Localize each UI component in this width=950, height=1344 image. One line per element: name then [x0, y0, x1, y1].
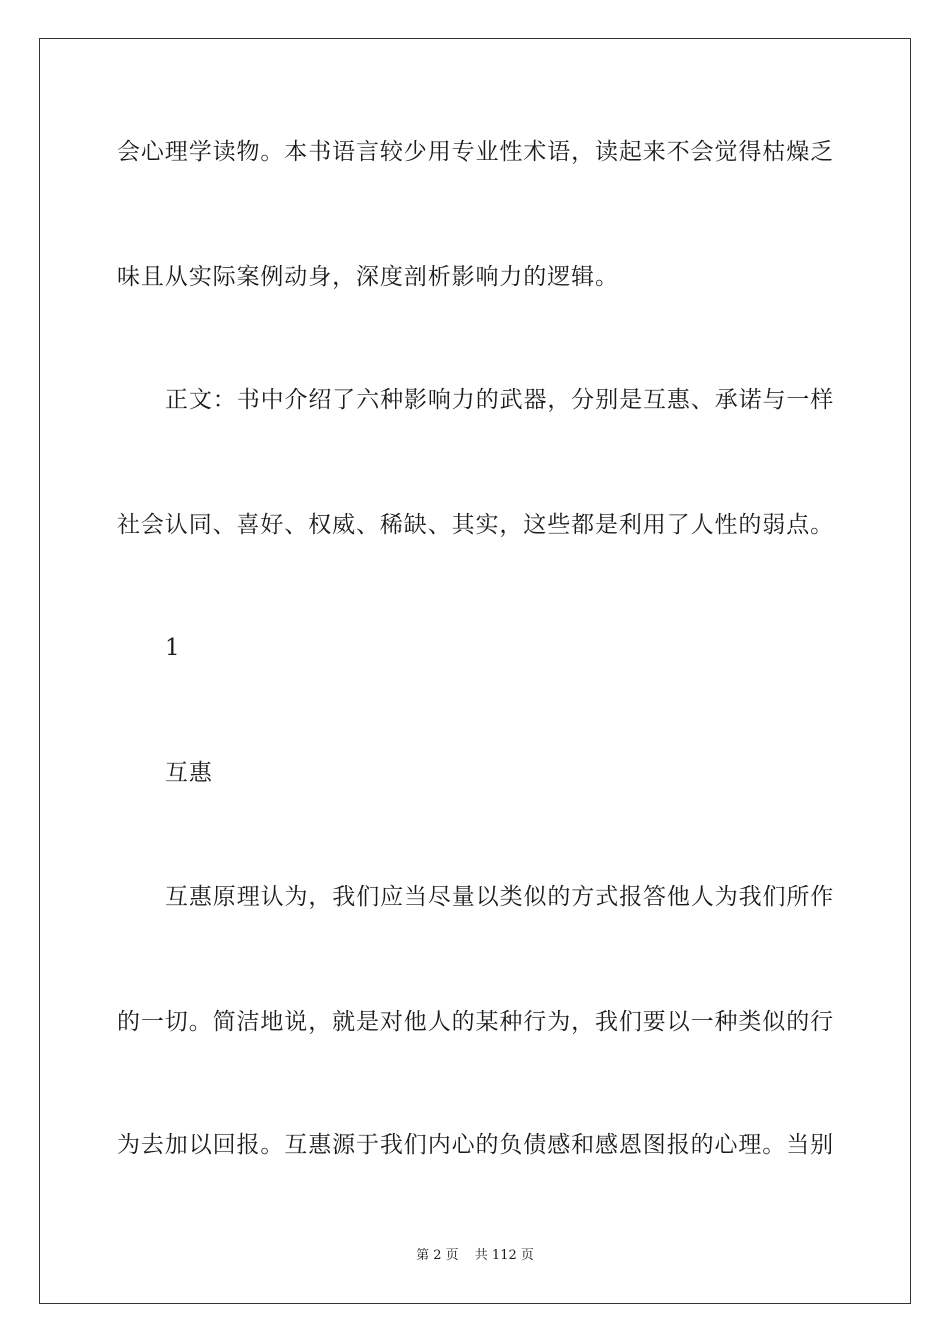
paragraph-first-line: 正文：书中介绍了六种影响力的武器，分别是互惠、承诺与一样 [165, 387, 835, 413]
section-number: 1 [165, 635, 181, 661]
section-heading: 互惠 [165, 760, 213, 786]
page-footer [0, 1247, 950, 1265]
page-number: 第 2 页 [416, 1248, 459, 1263]
total-pages: 共 112 页 [474, 1248, 534, 1263]
body-text-line: 的一切。简洁地说，就是对他人的某种行为，我们要以一种类似的行 [117, 1009, 834, 1035]
body-text-line: 味且从实际案例动身，深度剖析影响力的逻辑。 [117, 264, 619, 290]
page-border [39, 38, 911, 1304]
body-text-line: 社会认同、喜好、权威、稀缺、其实，这些都是利用了人性的弱点。 [117, 512, 834, 538]
body-text-line: 为去加以回报。互惠源于我们内心的负债感和感恩图报的心理。当别 [117, 1132, 834, 1158]
paragraph-first-line: 互惠原理认为，我们应当尽量以类似的方式报答他人为我们所作 [165, 884, 835, 910]
body-text-line: 会心理学读物。本书语言较少用专业性术语，读起来不会觉得枯燥乏 [117, 139, 834, 165]
